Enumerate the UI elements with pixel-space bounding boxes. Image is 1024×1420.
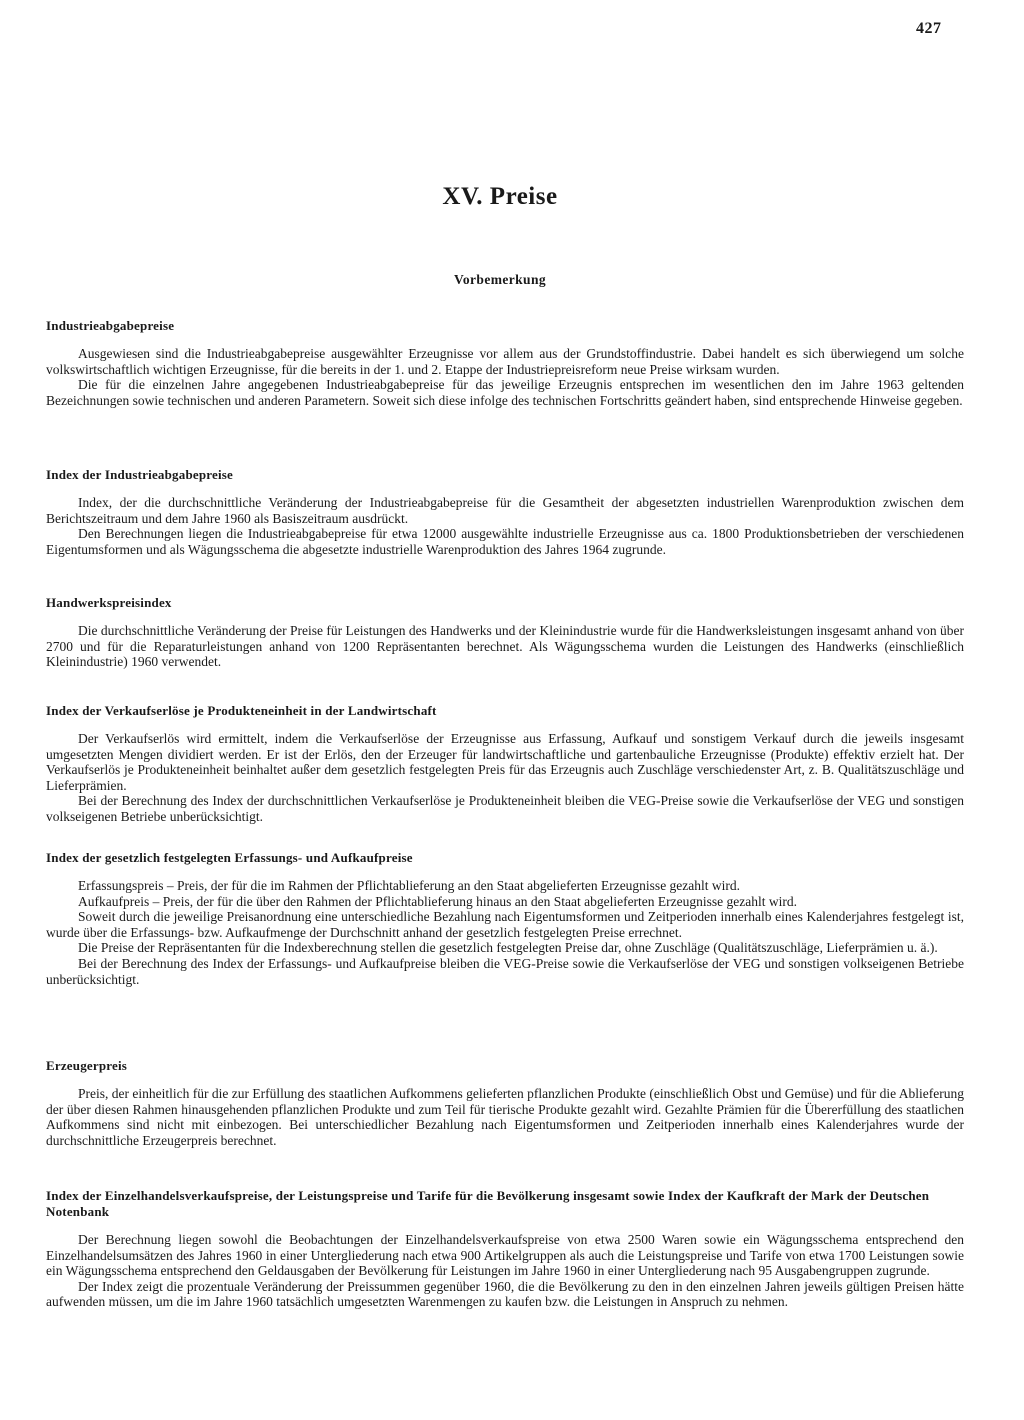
section-erzeugerpreis	[46, 1058, 964, 1148]
section-paragraph: Preis, der einheitlich für die zur Erfüllung des staatlichen Aufkommens gelieferten pflanzlichen Produkte (einschließlich Obst und Gemüse) und für die Ablieferung der über diesen Rahmen hinausgehenden pflanzlichen Produkte und zum Teil für tierische Produkte gezahlt wird. Gezahlte Prämien für die Übererfüllung des staatlichen Aufkommens sind nicht mit einbezogen. Bei unterschiedlicher Bezahlung nach Eigentumsformen und Zeitperioden innerhalb eines Kalenderjahres wurde der durchschnittliche Erzeugerpreis berechnet.	[46, 1086, 964, 1148]
section-heading: Index der Verkaufserlöse je Produkteneinheit in der Landwirtschaft	[46, 703, 437, 718]
section-erfassungs-aufkaufpreise	[46, 850, 964, 987]
section-paragraph: Soweit durch die jeweilige Preisanordnung eine unterschiedliche Bezahlung nach Eigentumsformen und Zeitperioden innerhalb eines Kalenderjahres festgelegt ist, wurde über die Erfassungs- bzw. Aufkaufmenge der Durchschnitt anhand der gesetzlich festgelegten Preise errechnet.	[46, 909, 964, 940]
section-index-industrieabgabepreise	[46, 467, 964, 557]
section-heading: Index der Industrieabgabepreise	[46, 467, 234, 482]
section-paragraph: Aufkaufpreis – Preis, der für die über den Rahmen der Pflichtablieferung hinaus an den Staat abgelieferten Erzeugnisse gezahlt wird.	[78, 893, 797, 909]
section-paragraph: Erfassungspreis – Preis, der für die im Rahmen der Pflichtablieferung an den Staat abgelieferten Erzeugnisse gezahlt wird.	[78, 878, 741, 893]
chapter-title: XV. Preise	[442, 183, 558, 210]
section-heading: Erzeugerpreis	[46, 1058, 128, 1073]
preface-title: Vorbemerkung	[453, 272, 547, 287]
section-einzelhandelsverkaufspreise	[46, 1188, 964, 1310]
section-heading: Handwerkspreisindex	[46, 595, 172, 610]
section-handwerkspreisindex	[46, 595, 964, 670]
page-number: 427	[916, 20, 942, 37]
section-paragraph: Die für die einzelnen Jahre angegebenen Industrieabgabepreise für das jeweilige Erzeugnis entsprechen im wesentlichen den im Jahre 1963 geltenden Bezeichnungen sowie technischen und anderen Parametern. Soweit sich diese infolge des technischen Fortschritts geändert haben, sind entsprechende Hinweise gegeben.	[46, 377, 964, 408]
section-paragraph: Die Preise der Repräsentanten für die Indexberechnung stellen die gesetzlich festgelegten Preise dar, ohne Zuschläge (Qualitätszuschläge, Lieferprämien u. ä.).	[78, 940, 938, 956]
section-paragraph: Ausgewiesen sind die Industrieabgabepreise ausgewählter Erzeugnisse vor allem aus der Grundstoffindustrie. Dabei handelt es sich überwiegend um solche volkswirtschaftlich wichtigen Erzeugnisse, für die bereits in der 1. und 2. Etappe der Industriepreisreform neue Preise wirksam wurden.	[46, 346, 964, 377]
section-heading: Industrieabgabepreise	[46, 318, 175, 333]
section-paragraph: Den Berechnungen liegen die Industrieabgabepreise für etwa 12000 ausgewählte industrielle Erzeugnisse aus ca. 1800 Produktionsbetrieben der verschiedenen Eigentumsformen und als Wägungsschema die abgesetzte industrielle Warenproduktion des Jahres 1964 zugrunde.	[46, 526, 964, 557]
section-industrieabgabepreise	[46, 318, 964, 408]
section-paragraph: Der Verkaufserlös wird ermittelt, indem die Verkaufserlöse der Erzeugnisse aus Erfassung, Aufkauf und sonstigem Verkauf durch die jeweils insgesamt umgesetzten Mengen dividiert werden. Er ist der Erlös, den der Erzeuger für landwirtschaftliche und gartenbauliche Erzeugnisse (Produkte) effektiv erzielt hat. Der Verkaufserlös je Produkteneinheit beinhaltet außer dem gesetzlich festgelegten Preis für das Erzeugnis auch Zuschläge verschiedenster Art, z. B. Qualitätszuschläge und Lieferprämien.	[46, 731, 964, 793]
section-paragraph: Index, der die durchschnittliche Veränderung der Industrieabgabepreise für die Gesamtheit der abgesetzten industriellen Warenproduktion zwischen dem Berichtszeitraum und dem Jahre 1960 als Basiszeitraum ausdrückt.	[46, 495, 964, 526]
section-paragraph: Bei der Berechnung des Index der Erfassungs- und Aufkaufpreise bleiben die VEG-Preise sowie die Verkaufserlöse der VEG und sonstigen volkseigenen Betriebe unberücksichtigt.	[46, 955, 964, 987]
section-heading: Index der gesetzlich festgelegten Erfassungs- und Aufkaufpreise	[46, 850, 413, 865]
section-paragraph: Die durchschnittliche Veränderung der Preise für Leistungen des Handwerks und der Kleinindustrie wurde für die Handwerksleistungen insgesamt anhand von über 2700 und für die Reparaturleistungen anhand von 1200 Repräsentanten berechnet. Als Wägungsschema wurden die Leistungen des Handwerks (einschließlich Kleinindustrie) 1960 verwendet.	[46, 623, 964, 670]
section-paragraph: Bei der Berechnung des Index der durchschnittlichen Verkaufserlöse je Produkteneinheit bleiben die VEG-Preise sowie die Verkaufserlöse der VEG und sonstigen volkseigenen Betriebe unberücksichtigt.	[46, 793, 964, 824]
section-paragraph: Der Index zeigt die prozentuale Veränderung der Preissummen gegenüber 1960, die die Bevölkerung zu den in den einzelnen Jahren jeweils gültigen Preisen hätte aufwenden müssen, um die im Jahre 1960 tatsächlich umgesetzten Warenmengen zu kaufen bzw. die Leistungen in Anspruch zu nehmen.	[46, 1278, 964, 1310]
section-heading: Index der Einzelhandelsverkaufspreise, der Leistungspreise und Tarife für die Bevölkerung insgesamt sowie Index der Kaufkraft der Mark der Deutschen Notenbank	[46, 1188, 930, 1219]
section-paragraph: Der Berechnung liegen sowohl die Beobachtungen der Einzelhandelsverkaufspreise von etwa 2500 Waren sowie ein Wägungsschema entsprechend den Einzelhandelsumsätzen des Jahres 1960 in einer Untergliederung nach etwa 900 Artikelgruppen als auch die Leistungspreise und Tarife von etwa 1700 Leistungen sowie ein Wägungsschema entsprechend den Geldausgaben der Bevölkerung für Leistungen im Jahre 1960 in einer Untergliederung nach 95 Ausgabengruppen zugrunde.	[46, 1232, 964, 1279]
section-verkaufserloese-landwirtschaft	[46, 703, 964, 825]
